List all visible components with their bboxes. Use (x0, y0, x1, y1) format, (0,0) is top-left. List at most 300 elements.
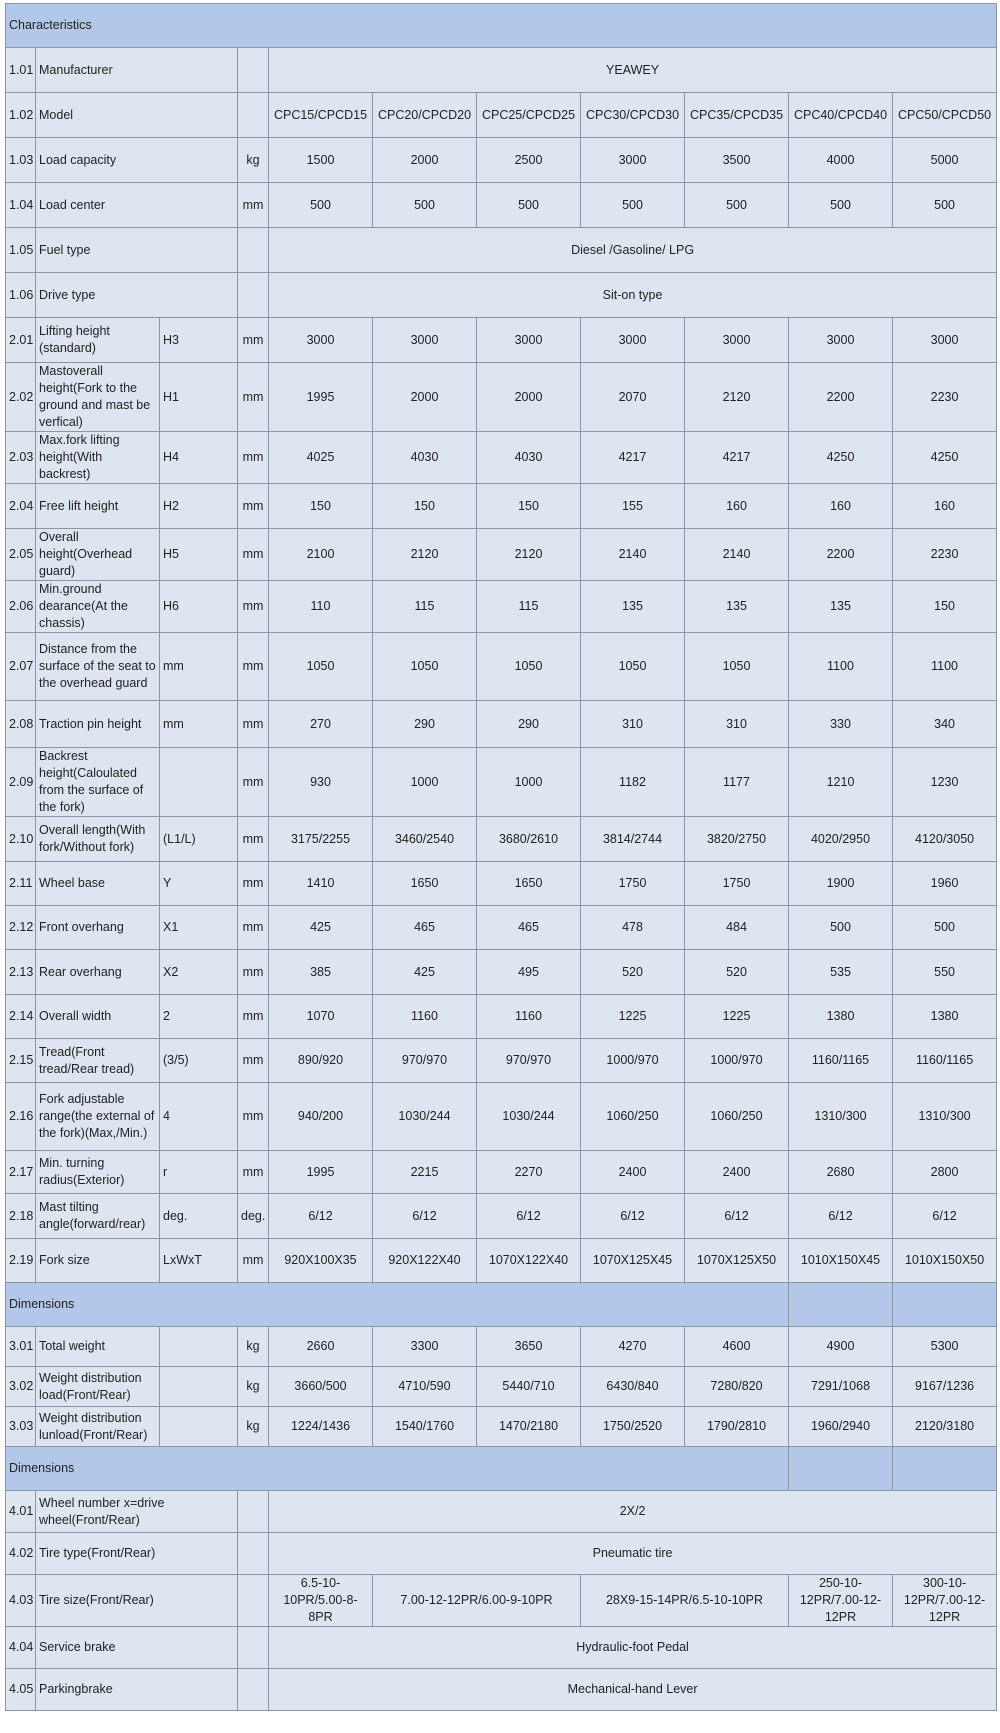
row-label: Min.ground dearance(At the chassis) (36, 581, 160, 633)
table-row (6, 633, 997, 701)
table-row (6, 950, 997, 995)
row-value: Hydraulic-foot Pedal (269, 1627, 997, 1669)
section-empty-cell (789, 1283, 893, 1327)
value-cell: 1182 (581, 748, 685, 817)
row-number: 1.02 (6, 93, 36, 138)
row-unit: mm (238, 581, 269, 633)
value-cell: 160 (893, 484, 997, 529)
value-cell: 135 (685, 581, 789, 633)
row-number: 4.02 (6, 1533, 36, 1575)
value-cell: 500 (581, 183, 685, 228)
row-number: 2.10 (6, 817, 36, 862)
value-cell: 2400 (581, 1151, 685, 1194)
row-unit: mm (238, 1083, 269, 1151)
value-cell: 2000 (373, 363, 477, 432)
section-header-characteristics (6, 4, 997, 48)
row-unit (238, 1575, 269, 1627)
row-unit: mm (238, 950, 269, 995)
table-row (6, 1083, 997, 1151)
value-cell: 1210 (789, 748, 893, 817)
table-row (6, 228, 997, 273)
tire-size-cell: 6.5-10-10PR/5.00-8-8PR (269, 1575, 373, 1627)
value-cell: 484 (685, 906, 789, 950)
value-cell: 5000 (893, 138, 997, 183)
value-cell: 1230 (893, 748, 997, 817)
row-label: Fork size (36, 1239, 160, 1283)
value-cell: 520 (685, 950, 789, 995)
row-unit: mm (238, 1039, 269, 1083)
table-row (6, 273, 997, 318)
value-cell: 1070X122X40 (477, 1239, 581, 1283)
row-symbol: H2 (160, 484, 238, 529)
row-unit: kg (238, 1327, 269, 1367)
row-number: 1.03 (6, 138, 36, 183)
value-cell: 1790/2810 (685, 1407, 789, 1447)
value-cell: 2120/3180 (893, 1407, 997, 1447)
value-cell: 1750 (685, 862, 789, 906)
row-unit: mm (238, 748, 269, 817)
value-cell: 1050 (685, 633, 789, 701)
value-cell: 160 (789, 484, 893, 529)
value-cell: 1380 (789, 995, 893, 1039)
row-number: 4.03 (6, 1575, 36, 1627)
row-label: Overall width (36, 995, 160, 1039)
row-unit: mm (238, 318, 269, 363)
row-number: 2.04 (6, 484, 36, 529)
value-cell: 1060/250 (685, 1083, 789, 1151)
row-number: 2.08 (6, 701, 36, 748)
table-row (6, 1407, 997, 1447)
value-cell: 3500 (685, 138, 789, 183)
model-cell: CPC35/CPCD35 (685, 93, 789, 138)
row-label: Max.fork lifting height(With backrest) (36, 432, 160, 484)
row-value: 2X/2 (269, 1491, 997, 1533)
value-cell: 1160/1165 (789, 1039, 893, 1083)
row-label: Front overhang (36, 906, 160, 950)
row-unit: mm (238, 906, 269, 950)
row-unit: mm (238, 701, 269, 748)
value-cell: 150 (893, 581, 997, 633)
row-value: Mechanical-hand Lever (269, 1669, 997, 1711)
value-cell: 6/12 (477, 1194, 581, 1239)
value-cell: 310 (581, 701, 685, 748)
row-label: Distance from the surface of the seat to the overhead guard (36, 633, 160, 701)
row-symbol: H4 (160, 432, 238, 484)
row-symbol: H5 (160, 529, 238, 581)
table-row (6, 1627, 997, 1669)
value-cell: 3000 (269, 318, 373, 363)
value-cell: 4217 (581, 432, 685, 484)
value-cell: 1030/244 (373, 1083, 477, 1151)
row-value: YEAWEY (269, 48, 997, 93)
table-row (6, 529, 997, 581)
value-cell: 330 (789, 701, 893, 748)
row-value: Sit-on type (269, 273, 997, 318)
row-symbol: X1 (160, 906, 238, 950)
row-label: Overall height(Overhead guard) (36, 529, 160, 581)
tire-size-cell: 300-10-12PR/7.00-12-12PR (893, 1575, 997, 1627)
row-number: 2.01 (6, 318, 36, 363)
row-symbol (160, 1407, 238, 1447)
value-cell: 155 (581, 484, 685, 529)
value-cell: 1070X125X45 (581, 1239, 685, 1283)
table-row (6, 318, 997, 363)
value-cell: 1100 (893, 633, 997, 701)
value-cell: 1177 (685, 748, 789, 817)
value-cell: 340 (893, 701, 997, 748)
row-label: Mast tilting angle(forward/rear) (36, 1194, 160, 1239)
table-row (6, 581, 997, 633)
model-cell: CPC15/CPCD15 (269, 93, 373, 138)
value-cell: 1225 (581, 995, 685, 1039)
row-value: Pneumatic tire (269, 1533, 997, 1575)
value-cell: 1000/970 (581, 1039, 685, 1083)
value-cell: 3300 (373, 1327, 477, 1367)
value-cell: 425 (373, 950, 477, 995)
value-cell: 1010X150X45 (789, 1239, 893, 1283)
row-label: Mastoverall height(Fork to the ground and mast be verfical) (36, 363, 160, 432)
row-number: 2.05 (6, 529, 36, 581)
row-number: 1.01 (6, 48, 36, 93)
value-cell: 3000 (789, 318, 893, 363)
row-value: Diesel /Gasoline/ LPG (269, 228, 997, 273)
value-cell: 115 (477, 581, 581, 633)
model-cell: CPC40/CPCD40 (789, 93, 893, 138)
value-cell: 6/12 (893, 1194, 997, 1239)
model-cell: CPC30/CPCD30 (581, 93, 685, 138)
value-cell: 4020/2950 (789, 817, 893, 862)
row-unit (238, 1533, 269, 1575)
value-cell: 1750 (581, 862, 685, 906)
value-cell: 2800 (893, 1151, 997, 1194)
row-number: 2.14 (6, 995, 36, 1039)
forklift-spec-table (5, 3, 997, 1711)
value-cell: 150 (269, 484, 373, 529)
value-cell: 1000 (477, 748, 581, 817)
value-cell: 2000 (477, 363, 581, 432)
row-symbol: H3 (160, 318, 238, 363)
value-cell: 3175/2255 (269, 817, 373, 862)
row-number: 3.03 (6, 1407, 36, 1447)
row-symbol: H1 (160, 363, 238, 432)
value-cell: 500 (789, 183, 893, 228)
row-unit: mm (238, 817, 269, 862)
value-cell: 3660/500 (269, 1367, 373, 1407)
row-number: 2.02 (6, 363, 36, 432)
table-row (6, 1533, 997, 1575)
table-row (6, 1194, 997, 1239)
value-cell: 4120/3050 (893, 817, 997, 862)
row-number: 2.03 (6, 432, 36, 484)
row-number: 2.11 (6, 862, 36, 906)
row-number: 2.15 (6, 1039, 36, 1083)
value-cell: 3820/2750 (685, 817, 789, 862)
value-cell: 4030 (477, 432, 581, 484)
row-label: Tire type(Front/Rear) (36, 1533, 238, 1575)
value-cell: 135 (581, 581, 685, 633)
value-cell: 2120 (685, 363, 789, 432)
value-cell: 3000 (477, 318, 581, 363)
row-symbol: Y (160, 862, 238, 906)
row-label: Traction pin height (36, 701, 160, 748)
row-unit: mm (238, 529, 269, 581)
value-cell: 970/970 (373, 1039, 477, 1083)
table-row (6, 862, 997, 906)
table-row (6, 1327, 997, 1367)
value-cell: 1160 (373, 995, 477, 1039)
value-cell: 6/12 (581, 1194, 685, 1239)
value-cell: 6/12 (685, 1194, 789, 1239)
value-cell: 940/200 (269, 1083, 373, 1151)
row-unit (238, 1669, 269, 1711)
value-cell: 1995 (269, 363, 373, 432)
value-cell: 1650 (373, 862, 477, 906)
table-row (6, 748, 997, 817)
row-symbol: H6 (160, 581, 238, 633)
row-label: Overall length(With fork/Without fork) (36, 817, 160, 862)
table-row (6, 906, 997, 950)
row-symbol: r (160, 1151, 238, 1194)
row-unit (238, 1627, 269, 1669)
row-label: Tire size(Front/Rear) (36, 1575, 238, 1627)
value-cell: 1160/1165 (893, 1039, 997, 1083)
value-cell: 1225 (685, 995, 789, 1039)
section-title: Characteristics (6, 4, 997, 48)
value-cell: 1160 (477, 995, 581, 1039)
value-cell: 3814/2744 (581, 817, 685, 862)
value-cell: 5440/710 (477, 1367, 581, 1407)
row-label: Free lift height (36, 484, 160, 529)
value-cell: 310 (685, 701, 789, 748)
value-cell: 2270 (477, 1151, 581, 1194)
value-cell: 1310/300 (789, 1083, 893, 1151)
value-cell: 3680/2610 (477, 817, 581, 862)
value-cell: 1100 (789, 633, 893, 701)
value-cell: 1050 (373, 633, 477, 701)
row-unit: mm (238, 1151, 269, 1194)
table-row (6, 701, 997, 748)
value-cell: 550 (893, 950, 997, 995)
row-unit: mm (238, 183, 269, 228)
row-symbol: mm (160, 633, 238, 701)
value-cell: 2400 (685, 1151, 789, 1194)
value-cell: 3650 (477, 1327, 581, 1367)
value-cell: 6/12 (789, 1194, 893, 1239)
row-unit: mm (238, 1239, 269, 1283)
value-cell: 4030 (373, 432, 477, 484)
row-unit: mm (238, 995, 269, 1039)
value-cell: 535 (789, 950, 893, 995)
value-cell: 290 (373, 701, 477, 748)
value-cell: 270 (269, 701, 373, 748)
value-cell: 970/970 (477, 1039, 581, 1083)
row-number: 2.17 (6, 1151, 36, 1194)
row-number: 3.01 (6, 1327, 36, 1367)
value-cell: 5300 (893, 1327, 997, 1367)
row-symbol (160, 748, 238, 817)
value-cell: 3000 (581, 138, 685, 183)
section-empty-cell (789, 1447, 893, 1491)
row-number: 4.01 (6, 1491, 36, 1533)
value-cell: 500 (789, 906, 893, 950)
row-number: 2.19 (6, 1239, 36, 1283)
value-cell: 2070 (581, 363, 685, 432)
value-cell: 4600 (685, 1327, 789, 1367)
value-cell: 500 (477, 183, 581, 228)
row-number: 4.05 (6, 1669, 36, 1711)
row-symbol: 4 (160, 1083, 238, 1151)
value-cell: 2215 (373, 1151, 477, 1194)
row-symbol: mm (160, 701, 238, 748)
value-cell: 2500 (477, 138, 581, 183)
value-cell: 4000 (789, 138, 893, 183)
table-row (6, 432, 997, 484)
table-row (6, 1491, 997, 1533)
row-label: Backrest height(Caloulated from the surface of the fork) (36, 748, 160, 817)
row-label: Wheel number x=drive wheel(Front/Rear) (36, 1491, 238, 1533)
row-label: Weight distribution load(Front/Rear) (36, 1367, 160, 1407)
row-label: Load capacity (36, 138, 238, 183)
value-cell: 1000/970 (685, 1039, 789, 1083)
table-row (6, 363, 997, 432)
value-cell: 6/12 (269, 1194, 373, 1239)
value-cell: 150 (373, 484, 477, 529)
table-row (6, 1151, 997, 1194)
table-row (6, 1669, 997, 1711)
tire-size-cell: 7.00-12-12PR/6.00-9-10PR (373, 1575, 581, 1627)
value-cell: 2230 (893, 363, 997, 432)
value-cell: 520 (581, 950, 685, 995)
row-number: 2.07 (6, 633, 36, 701)
value-cell: 6/12 (373, 1194, 477, 1239)
value-cell: 160 (685, 484, 789, 529)
value-cell: 9167/1236 (893, 1367, 997, 1407)
table-row (6, 1239, 997, 1283)
value-cell: 1380 (893, 995, 997, 1039)
table-row (6, 1039, 997, 1083)
row-unit (238, 228, 269, 273)
value-cell: 1010X150X50 (893, 1239, 997, 1283)
value-cell: 2680 (789, 1151, 893, 1194)
row-label: Load center (36, 183, 238, 228)
row-unit: mm (238, 363, 269, 432)
value-cell: 1470/2180 (477, 1407, 581, 1447)
row-unit (238, 48, 269, 93)
value-cell: 425 (269, 906, 373, 950)
row-unit: mm (238, 432, 269, 484)
row-label: Tread(Front tread/Rear tread) (36, 1039, 160, 1083)
value-cell: 115 (373, 581, 477, 633)
section-title: Dimensions (6, 1447, 789, 1491)
row-number: 2.12 (6, 906, 36, 950)
value-cell: 478 (581, 906, 685, 950)
table-row (6, 93, 997, 138)
value-cell: 3000 (373, 318, 477, 363)
section-empty-cell (893, 1283, 997, 1327)
row-symbol: LxWxT (160, 1239, 238, 1283)
value-cell: 2000 (373, 138, 477, 183)
value-cell: 2100 (269, 529, 373, 581)
value-cell: 290 (477, 701, 581, 748)
value-cell: 1050 (477, 633, 581, 701)
value-cell: 3000 (685, 318, 789, 363)
value-cell: 1070 (269, 995, 373, 1039)
value-cell: 500 (893, 183, 997, 228)
row-symbol: deg. (160, 1194, 238, 1239)
row-unit: kg (238, 1407, 269, 1447)
value-cell: 385 (269, 950, 373, 995)
value-cell: 1960/2940 (789, 1407, 893, 1447)
value-cell: 930 (269, 748, 373, 817)
row-label: Service brake (36, 1627, 238, 1669)
value-cell: 2230 (893, 529, 997, 581)
value-cell: 1050 (581, 633, 685, 701)
row-unit: deg. (238, 1194, 269, 1239)
value-cell: 6430/840 (581, 1367, 685, 1407)
row-unit (238, 1491, 269, 1533)
value-cell: 500 (685, 183, 789, 228)
model-cell: CPC50/CPCD50 (893, 93, 997, 138)
table-row (6, 138, 997, 183)
row-number: 1.05 (6, 228, 36, 273)
value-cell: 1060/250 (581, 1083, 685, 1151)
table-row (6, 183, 997, 228)
value-cell: 920X122X40 (373, 1239, 477, 1283)
value-cell: 500 (893, 906, 997, 950)
value-cell: 495 (477, 950, 581, 995)
row-label: Fork adjustable range(the external of the fork)(Max,/Min.) (36, 1083, 160, 1151)
row-number: 4.04 (6, 1627, 36, 1669)
value-cell: 1030/244 (477, 1083, 581, 1151)
value-cell: 150 (477, 484, 581, 529)
table-row (6, 1575, 997, 1627)
row-number: 2.16 (6, 1083, 36, 1151)
value-cell: 1540/1760 (373, 1407, 477, 1447)
row-symbol: 2 (160, 995, 238, 1039)
row-label: Fuel type (36, 228, 238, 273)
value-cell: 465 (477, 906, 581, 950)
value-cell: 2140 (581, 529, 685, 581)
row-unit: kg (238, 138, 269, 183)
row-label: Weight distribution lunload(Front/Rear) (36, 1407, 160, 1447)
value-cell: 500 (269, 183, 373, 228)
table-row (6, 48, 997, 93)
row-number: 1.06 (6, 273, 36, 318)
value-cell: 2660 (269, 1327, 373, 1367)
value-cell: 4217 (685, 432, 789, 484)
value-cell: 135 (789, 581, 893, 633)
value-cell: 1500 (269, 138, 373, 183)
row-unit: mm (238, 633, 269, 701)
row-symbol: X2 (160, 950, 238, 995)
table-row (6, 1367, 997, 1407)
tire-size-cell: 28X9-15-14PR/6.5-10-10PR (581, 1575, 789, 1627)
value-cell: 4250 (789, 432, 893, 484)
value-cell: 1000 (373, 748, 477, 817)
value-cell: 7291/1068 (789, 1367, 893, 1407)
section-empty-cell (893, 1447, 997, 1491)
row-number: 3.02 (6, 1367, 36, 1407)
value-cell: 890/920 (269, 1039, 373, 1083)
value-cell: 1050 (269, 633, 373, 701)
table-row (6, 995, 997, 1039)
value-cell: 2140 (685, 529, 789, 581)
value-cell: 7280/820 (685, 1367, 789, 1407)
row-number: 2.18 (6, 1194, 36, 1239)
table-row (6, 484, 997, 529)
value-cell: 2120 (373, 529, 477, 581)
value-cell: 4270 (581, 1327, 685, 1367)
